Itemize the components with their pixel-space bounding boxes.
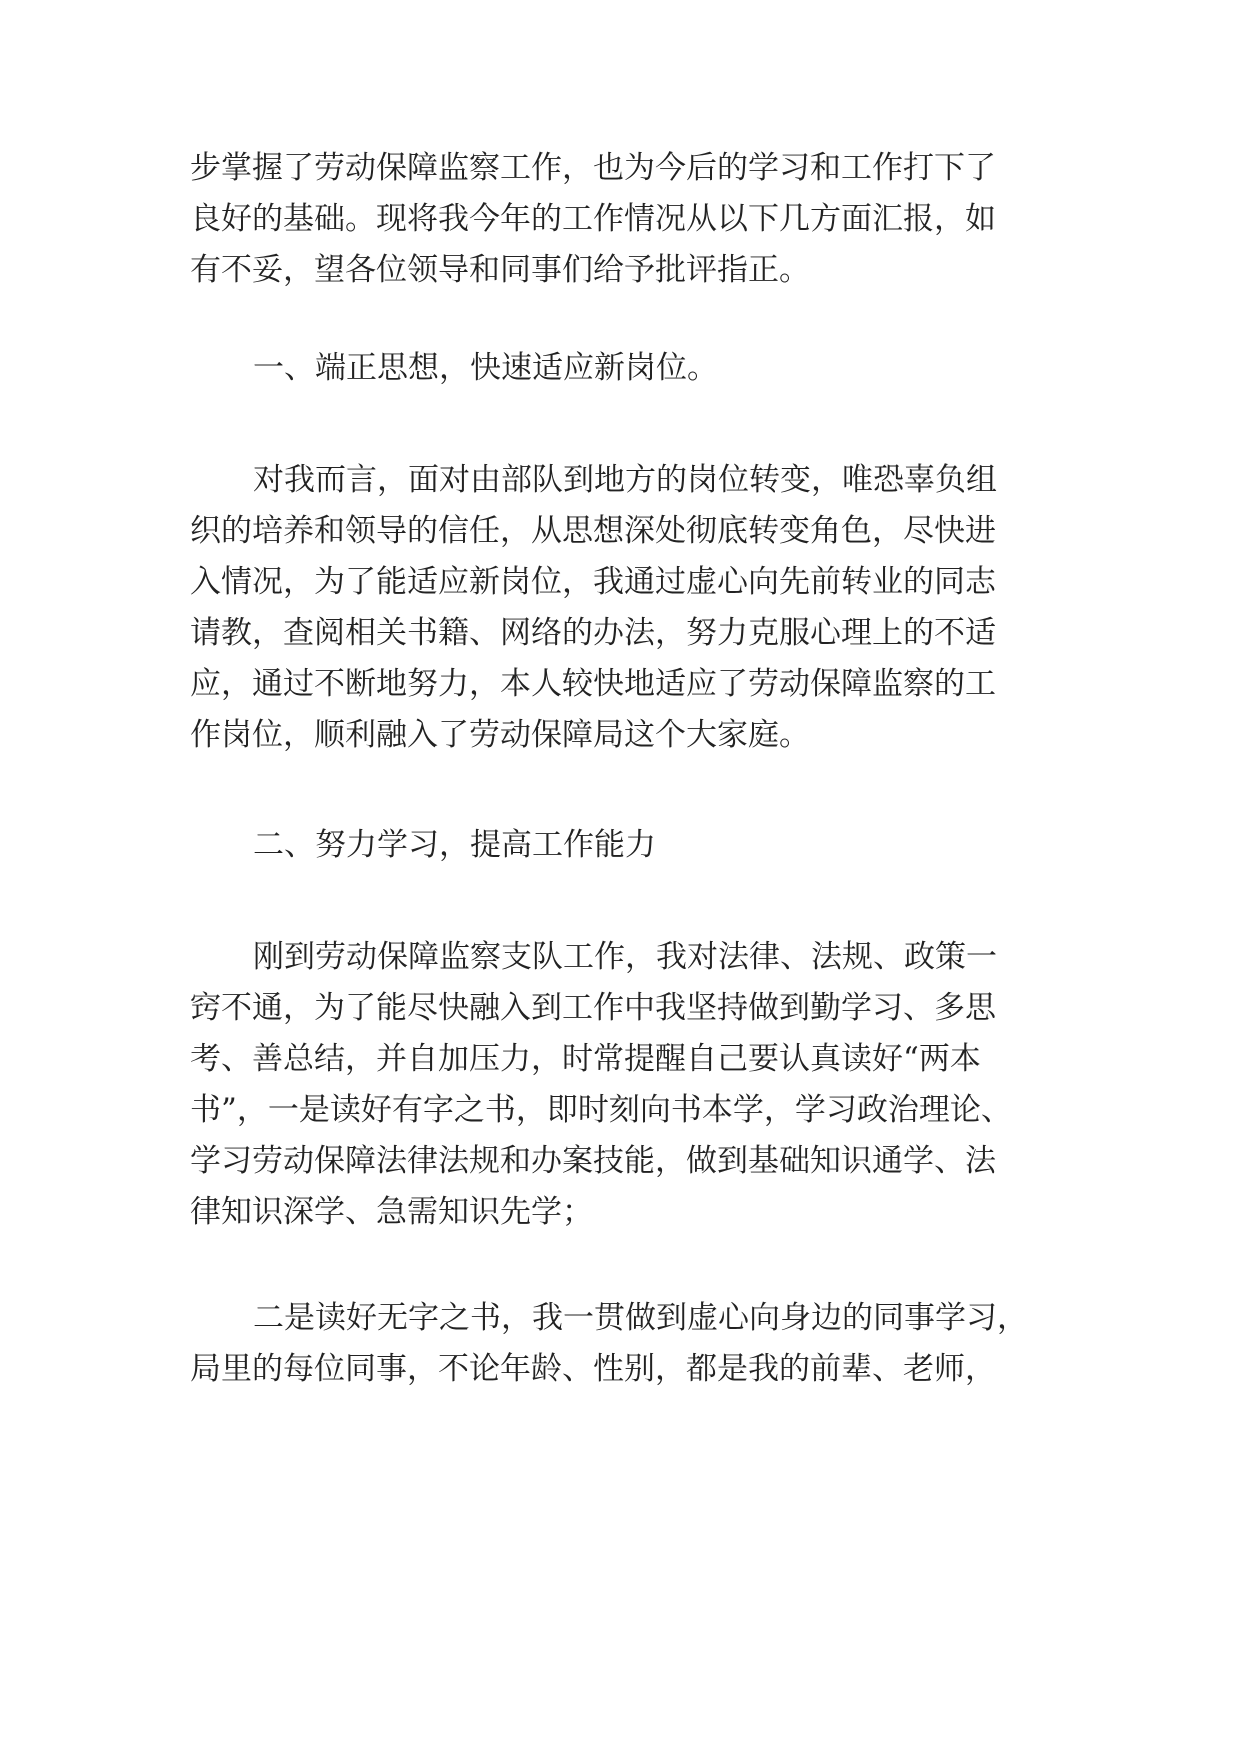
text-line: 良好的基础。现将我今年的工作情况从以下几方面汇报，如 [190, 201, 996, 237]
heading-text: 一、端正思想，快速适应新岗位。 [253, 350, 718, 386]
text-line: 书”，一是读好有字之书，即时刻向书本学，学习政治理论、 [190, 1092, 1012, 1128]
text-line: 请教，查阅相关书籍、网络的办法，努力克服心理上的不适 [190, 615, 996, 651]
text-line: 对我而言，面对由部队到地方的岗位转变，唯恐辜负组 [253, 462, 997, 498]
text-line: 考、善总结，并自加压力，时常提醒自己要认真读好“两本 [190, 1041, 981, 1077]
paragraph-intro-continuation [190, 143, 1070, 296]
text-line: 学习劳动保障法律法规和办案技能，做到基础知识通学、法 [190, 1143, 996, 1179]
text-line: 局里的每位同事，不论年龄、性别，都是我的前辈、老师， [190, 1351, 996, 1387]
text-line: 律知识深学、急需知识先学； [190, 1194, 593, 1230]
paragraph-section-1-body [190, 455, 1070, 761]
section-heading-1 [190, 343, 1070, 394]
text-line: 作岗位，顺利融入了劳动保障局这个大家庭。 [190, 717, 810, 753]
text-line: 应，通过不断地努力，本人较快地适应了劳动保障监察的工 [190, 666, 996, 702]
text-line: 窍不通，为了能尽快融入到工作中我坚持做到勤学习、多思 [190, 990, 996, 1026]
text-line: 入情况，为了能适应新岗位，我通过虚心向先前转业的同志 [190, 564, 996, 600]
text-line: 有不妥，望各位领导和同事们给予批评指正。 [190, 252, 810, 288]
section-heading-2 [190, 820, 1070, 871]
text-line: 刚到劳动保障监察支队工作，我对法律、法规、政策一 [253, 939, 997, 975]
text-line: 二是读好无字之书，我一贯做到虚心向身边的同事学习， [253, 1300, 1028, 1336]
paragraph-section-2-body-2 [190, 1293, 1070, 1395]
heading-text: 二、努力学习，提高工作能力 [253, 827, 656, 863]
text-line: 步掌握了劳动保障监察工作，也为今后的学习和工作打下了 [190, 150, 996, 186]
paragraph-section-2-body-1 [190, 932, 1070, 1238]
text-line: 织的培养和领导的信任，从思想深处彻底转变角色，尽快进 [190, 513, 996, 549]
